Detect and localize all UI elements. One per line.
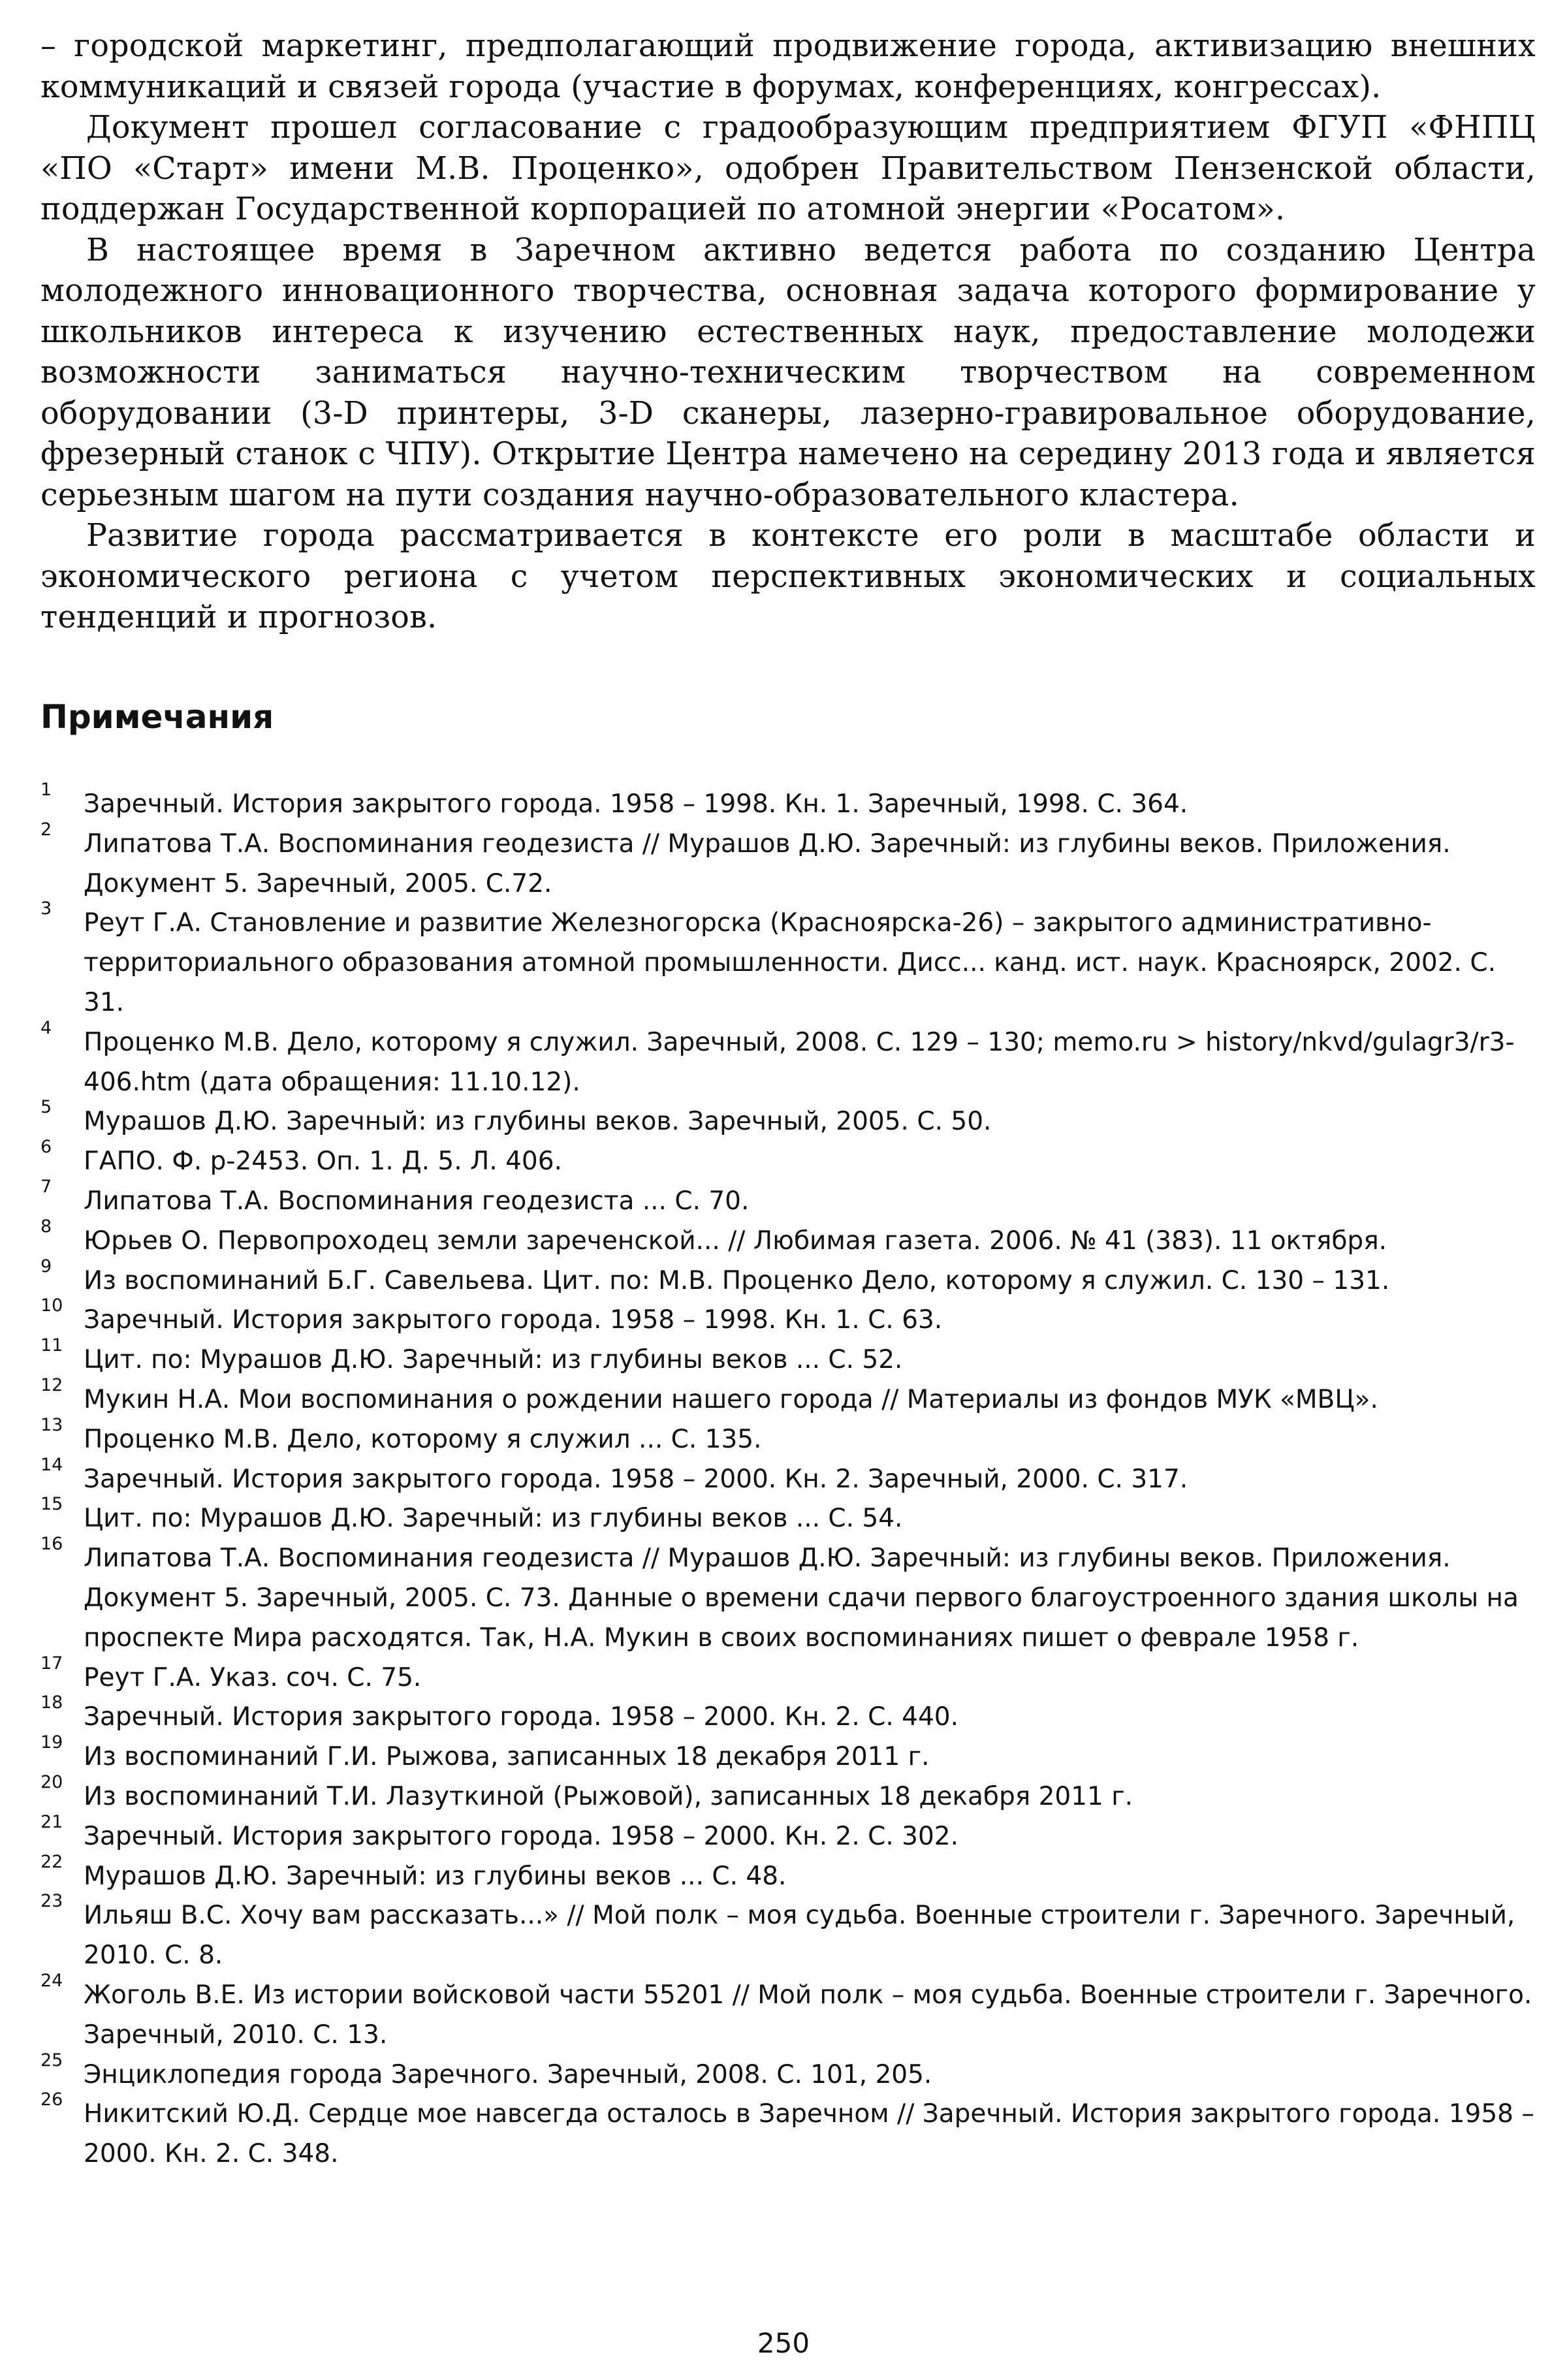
note-number: 19 [40, 1732, 63, 1753]
note-text: Реут Г.А. Указ. соч. С. 75. [84, 1662, 422, 1692]
note-text: Мукин Н.А. Мои воспоминания о рождении нашего города // Материалы из фондов МУК «МВЦ». [84, 1384, 1378, 1414]
note-text: Юрьев О. Первопроходец земли зареченской... // Любимая газета. 2006. № 41 (383). 11 октября. [84, 1226, 1387, 1256]
note-item [40, 1732, 1536, 1777]
note-text: Проценко М.В. Дело, которому я служил. Заречный, 2008. С. 129 – 130; memo.ru > history/nkvd/gulagr3/r3-406.htm (дата обращения: 11.10.12). [84, 1027, 1515, 1097]
note-number: 17 [40, 1653, 63, 1674]
body-paragraph: Документ прошел согласование с градообразующим предприятием ФГУП «ФНПЦ «ПО «Старт» имени М.В. Проценко», одобрен Правительством Пензенской области, поддержан Государственной корпорацией по атомной энергии «Росатом». [40, 110, 1536, 227]
note-text: Заречный. История закрытого города. 1958 – 2000. Кн. 2. С. 440. [84, 1702, 959, 1732]
note-number: 3 [40, 898, 52, 919]
note-number: 18 [40, 1692, 63, 1713]
note-number: 14 [40, 1454, 63, 1475]
note-item [40, 1851, 1536, 1897]
note-text: Жоголь В.Е. Из истории войсковой части 55201 // Мой полк – моя судьба. Военные строители г. Заречного. Заречный, 2010. С. 13. [84, 1980, 1532, 2050]
note-number: 6 [40, 1137, 52, 1158]
note-item [40, 898, 1536, 1023]
note-number: 7 [40, 1176, 52, 1197]
note-number: 23 [40, 1891, 63, 1912]
note-item [40, 1295, 1536, 1341]
note-text: Заречный. История закрытого города. 1958 – 2000. Кн. 2. С. 302. [84, 1821, 959, 1851]
note-text: Из воспоминаний Г.И. Рыжова, записанных 18 декабря 2011 г. [84, 1742, 930, 1772]
note-text: Никитский Ю.Д. Сердце мое навсегда осталось в Заречном // Заречный. История закрытого города. 1958 – 2000. Кн. 2. С. 348. [84, 2099, 1534, 2169]
page-number: 250 [757, 2327, 810, 2359]
note-number: 10 [40, 1295, 63, 1316]
note-text: Цит. по: Мурашов Д.Ю. Заречный: из глубины веков ... С. 54. [84, 1504, 903, 1534]
note-text: Проценко М.В. Дело, которому я служил ... С. 135. [84, 1424, 762, 1454]
note-item [40, 2050, 1536, 2095]
note-item [40, 819, 1536, 904]
note-text: Липатова Т.А. Воспоминания геодезиста // Мурашов Д.Ю. Заречный: из глубины веков. Приложения. Документ 5. Заречный, 2005. С. 73. Данные о времени сдачи первого благоустроенного здания школы на проспекте Мира расходятся. Так, Н.А. Мукин в своих воспоминаниях пишет о феврале 1958 г. [84, 1544, 1519, 1653]
body-text [40, 26, 1536, 639]
note-item [40, 1256, 1536, 1301]
note-item [40, 1534, 1536, 1658]
note-item [40, 1771, 1536, 1817]
note-item [40, 2089, 1536, 2174]
note-number: 26 [40, 2089, 63, 2110]
note-number: 12 [40, 1374, 63, 1395]
note-item [40, 1811, 1536, 1857]
note-number: 21 [40, 1811, 63, 1832]
note-text: Мурашов Д.Ю. Заречный: из глубины веков ... С. 48. [84, 1861, 787, 1891]
note-item [40, 1692, 1536, 1737]
notes-list [40, 780, 1536, 2174]
body-paragraph: Развитие города рассматривается в контексте его роли в масштабе области и экономического региона с учетом перспективных экономических и социальных тенденций и прогнозов. [40, 518, 1536, 635]
note-number: 24 [40, 1970, 63, 1991]
note-item [40, 1454, 1536, 1500]
note-item [40, 1494, 1536, 1539]
note-number: 9 [40, 1256, 52, 1277]
note-text: Мурашов Д.Ю. Заречный: из глубины веков. Заречный, 2005. С. 50. [84, 1107, 992, 1137]
note-item [40, 1374, 1536, 1420]
body-paragraph: – городской маркетинг, предполагающий продвижение города, активизацию внешних коммуникаций и связей города (участие в форумах, конференциях, конгрессах). [40, 28, 1536, 105]
note-number: 11 [40, 1335, 63, 1356]
note-item [40, 1414, 1536, 1460]
note-number: 15 [40, 1494, 63, 1515]
note-item [40, 780, 1536, 825]
note-number: 13 [40, 1414, 63, 1435]
note-number: 4 [40, 1017, 52, 1038]
note-text: Из воспоминаний Б.Г. Савельева. Цит. по: М.В. Проценко Дело, которому я служил. С. 130 – 131. [84, 1265, 1390, 1295]
note-text: Заречный. История закрытого города. 1958 – 1998. Кн. 1. С. 63. [84, 1305, 943, 1335]
note-item [40, 1216, 1536, 1261]
note-item [40, 1970, 1536, 2055]
note-item [40, 1335, 1536, 1380]
note-number: 25 [40, 2050, 63, 2071]
note-text: Энциклопедия города Заречного. Заречный, 2008. С. 101, 205. [84, 2059, 932, 2089]
note-text: Заречный. История закрытого города. 1958 – 1998. Кн. 1. Заречный, 1998. С. 364. [84, 789, 1188, 819]
note-item [40, 1097, 1536, 1142]
note-number: 5 [40, 1097, 52, 1118]
note-item [40, 1176, 1536, 1222]
body-paragraph: В настоящее время в Заречном активно ведется работа по созданию Центра молодежного инновационного творчества, основная задача которого формирование у школьников интереса к изучению естественных наук, предоставление молодежи возможности заниматься научно-техническим творчеством на современном оборудовании (3-D принтеры, 3-D сканеры, лазерно-гравировальное оборудование, фрезерный станок с ЧПУ). Открытие Центра намечено на середину 2013 года и является серьезным шагом на пути создания научно-образовательного кластера. [40, 232, 1536, 513]
note-text: Реут Г.А. Становление и развитие Железногорска (Красноярска-26) – закрытого административно-территориального образования атомной промышленности. Дисс... канд. ист. наук. Красноярск, 2002. С. 31. [84, 908, 1496, 1017]
note-text: Из воспоминаний Т.И. Лазуткиной (Рыжовой), записанных 18 декабря 2011 г. [84, 1781, 1133, 1811]
note-number: 2 [40, 819, 52, 840]
note-number: 8 [40, 1216, 52, 1237]
note-text: ГАПО. Ф. р-2453. Оп. 1. Д. 5. Л. 406. [84, 1147, 562, 1177]
note-item [40, 1891, 1536, 1976]
note-text: Липатова Т.А. Воспоминания геодезиста ... С. 70. [84, 1186, 750, 1216]
note-item [40, 1653, 1536, 1698]
note-item [40, 1137, 1536, 1182]
note-text: Цит. по: Мурашов Д.Ю. Заречный: из глубины веков ... С. 52. [84, 1345, 903, 1375]
note-text: Заречный. История закрытого города. 1958 – 2000. Кн. 2. Заречный, 2000. С. 317. [84, 1464, 1188, 1494]
note-number: 1 [40, 780, 52, 800]
note-text: Липатова Т.А. Воспоминания геодезиста // Мурашов Д.Ю. Заречный: из глубины веков. Приложения. Документ 5. Заречный, 2005. С.72. [84, 829, 1451, 898]
note-number: 20 [40, 1771, 63, 1792]
notes-heading: Примечания [40, 698, 274, 736]
note-number: 16 [40, 1534, 63, 1555]
note-item [40, 1017, 1536, 1103]
note-text: Ильяш В.С. Хочу вам рассказать...» // Мой полк – моя судьба. Военные строители г. Заречного. Заречный, 2010. С. 8. [84, 1901, 1515, 1971]
note-number: 22 [40, 1851, 63, 1872]
